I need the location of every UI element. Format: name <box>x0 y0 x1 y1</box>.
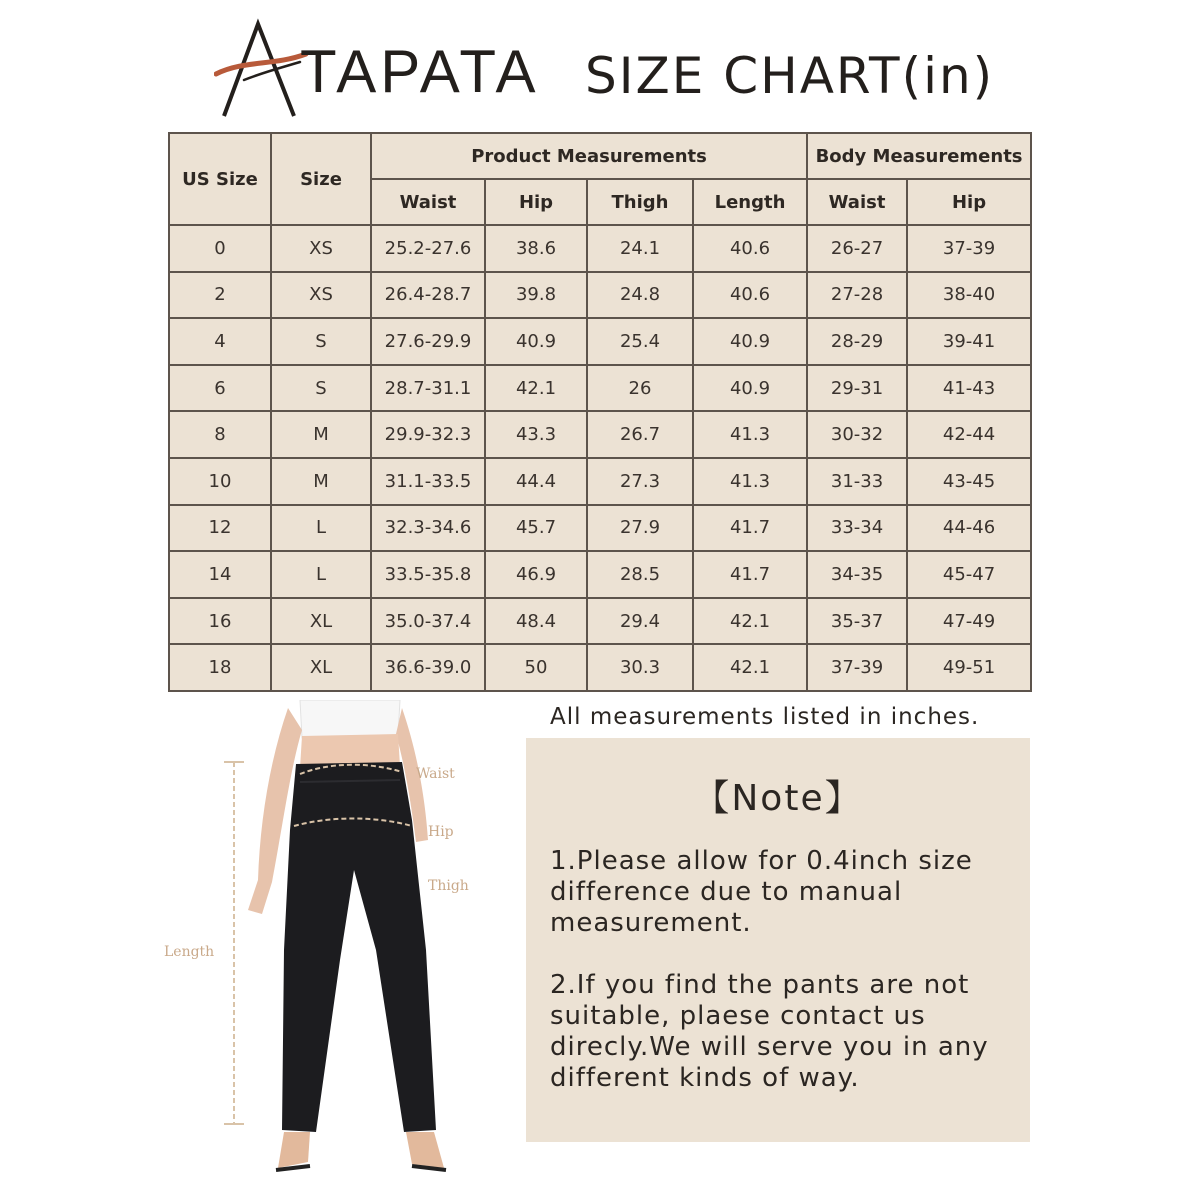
product-length-cell: 40.6 <box>693 225 807 272</box>
us-size-cell: 12 <box>169 505 271 552</box>
product-hip-cell: 40.9 <box>485 318 587 365</box>
crop-top <box>300 700 400 738</box>
product-hip-header: Hip <box>485 179 587 225</box>
measurement-note: All measurements listed in inches. <box>550 704 980 730</box>
product-waist-cell: 35.0-37.4 <box>371 598 485 645</box>
product-hip-cell: 50 <box>485 644 587 691</box>
us-size-cell: 4 <box>169 318 271 365</box>
product-hip-cell: 38.6 <box>485 225 587 272</box>
size-cell: XS <box>271 272 371 319</box>
table-row <box>169 505 1031 552</box>
product-waist-cell: 27.6-29.9 <box>371 318 485 365</box>
size-cell: L <box>271 551 371 598</box>
table-row <box>169 365 1031 412</box>
body-waist-cell: 37-39 <box>807 644 907 691</box>
body-waist-cell: 26-27 <box>807 225 907 272</box>
body-waist-cell: 27-28 <box>807 272 907 319</box>
product-thigh-cell: 26 <box>587 365 693 412</box>
us-size-cell: 0 <box>169 225 271 272</box>
product-waist-cell: 25.2-27.6 <box>371 225 485 272</box>
size-cell: M <box>271 411 371 458</box>
us-size-cell: 8 <box>169 411 271 458</box>
body-hip-cell: 45-47 <box>907 551 1031 598</box>
chart-title: SIZE CHART(in) <box>585 47 995 105</box>
table-row <box>169 411 1031 458</box>
model-illustration <box>150 700 510 1190</box>
product-waist-cell: 26.4-28.7 <box>371 272 485 319</box>
product-waist-cell: 29.9-32.3 <box>371 411 485 458</box>
size-rows <box>169 225 1031 691</box>
us-size-cell: 16 <box>169 598 271 645</box>
product-length-cell: 41.3 <box>693 411 807 458</box>
body-waist-cell: 29-31 <box>807 365 907 412</box>
product-length-cell: 40.9 <box>693 318 807 365</box>
body-waist-header: Waist <box>807 179 907 225</box>
body-waist-cell: 35-37 <box>807 598 907 645</box>
size-cell: XL <box>271 644 371 691</box>
product-thigh-cell: 27.3 <box>587 458 693 505</box>
length-label: Length <box>164 944 215 960</box>
body-hip-cell: 41-43 <box>907 365 1031 412</box>
us-size-cell: 10 <box>169 458 271 505</box>
size-cell: M <box>271 458 371 505</box>
hip-label: Hip <box>428 824 454 840</box>
table-row <box>169 225 1031 272</box>
us-size-cell: 18 <box>169 644 271 691</box>
body-hip-cell: 37-39 <box>907 225 1031 272</box>
us-size-cell: 2 <box>169 272 271 319</box>
product-hip-cell: 46.9 <box>485 551 587 598</box>
body-hip-header: Hip <box>907 179 1031 225</box>
size-cell: S <box>271 365 371 412</box>
product-thigh-cell: 24.8 <box>587 272 693 319</box>
product-length-cell: 41.3 <box>693 458 807 505</box>
body-hip-cell: 47-49 <box>907 598 1031 645</box>
product-length-cell: 41.7 <box>693 505 807 552</box>
table-row <box>169 272 1031 319</box>
product-hip-cell: 43.3 <box>485 411 587 458</box>
size-table <box>168 132 1032 692</box>
product-length-header: Length <box>693 179 807 225</box>
product-length-cell: 40.6 <box>693 272 807 319</box>
size-cell: S <box>271 318 371 365</box>
product-thigh-cell: 28.5 <box>587 551 693 598</box>
size-cell: L <box>271 505 371 552</box>
table-row <box>169 644 1031 691</box>
table-row <box>169 551 1031 598</box>
product-waist-cell: 31.1-33.5 <box>371 458 485 505</box>
product-waist-cell: 32.3-34.6 <box>371 505 485 552</box>
us-size-cell: 14 <box>169 551 271 598</box>
table-row <box>169 598 1031 645</box>
product-hip-cell: 48.4 <box>485 598 587 645</box>
table-row <box>169 458 1031 505</box>
product-thigh-cell: 25.4 <box>587 318 693 365</box>
product-hip-cell: 45.7 <box>485 505 587 552</box>
body-waist-cell: 31-33 <box>807 458 907 505</box>
product-thigh-cell: 30.3 <box>587 644 693 691</box>
product-length-cell: 41.7 <box>693 551 807 598</box>
note-box <box>526 738 1030 1142</box>
product-length-cell: 42.1 <box>693 644 807 691</box>
note-item-1: 1.Please allow for 0.4inch size difference due to manual measurement. <box>550 846 973 938</box>
size-cell: XL <box>271 598 371 645</box>
note-heading: 【Note】 <box>693 778 863 819</box>
body-waist-cell: 33-34 <box>807 505 907 552</box>
product-thigh-cell: 26.7 <box>587 411 693 458</box>
body-waist-cell: 30-32 <box>807 411 907 458</box>
body-measurements-header: Body Measurements <box>807 133 1031 179</box>
body-hip-cell: 42-44 <box>907 411 1031 458</box>
product-hip-cell: 44.4 <box>485 458 587 505</box>
body-hip-cell: 44-46 <box>907 505 1031 552</box>
product-hip-cell: 39.8 <box>485 272 587 319</box>
body-hip-cell: 38-40 <box>907 272 1031 319</box>
thigh-label: Thigh <box>428 878 469 894</box>
body-waist-cell: 34-35 <box>807 551 907 598</box>
product-waist-cell: 28.7-31.1 <box>371 365 485 412</box>
product-waist-header: Waist <box>371 179 485 225</box>
size-header: Size <box>271 133 371 225</box>
body-hip-cell: 43-45 <box>907 458 1031 505</box>
product-measurements-header: Product Measurements <box>371 133 807 179</box>
us-size-cell: 6 <box>169 365 271 412</box>
body-hip-cell: 49-51 <box>907 644 1031 691</box>
body-hip-cell: 39-41 <box>907 318 1031 365</box>
brand-name: TAPATA <box>300 38 540 105</box>
table-row <box>169 318 1031 365</box>
product-thigh-header: Thigh <box>587 179 693 225</box>
note-item-2: 2.If you find the pants are not suitable, plaese contact us direcly.We will serve you in any different kinds of way. <box>550 970 989 1093</box>
size-cell: XS <box>271 225 371 272</box>
product-thigh-cell: 27.9 <box>587 505 693 552</box>
product-length-cell: 42.1 <box>693 598 807 645</box>
header <box>0 0 1200 130</box>
product-thigh-cell: 29.4 <box>587 598 693 645</box>
us-size-header: US Size <box>169 133 271 225</box>
product-length-cell: 40.9 <box>693 365 807 412</box>
body-waist-cell: 28-29 <box>807 318 907 365</box>
product-waist-cell: 36.6-39.0 <box>371 644 485 691</box>
product-thigh-cell: 24.1 <box>587 225 693 272</box>
waist-label: Waist <box>416 766 455 782</box>
product-hip-cell: 42.1 <box>485 365 587 412</box>
product-waist-cell: 33.5-35.8 <box>371 551 485 598</box>
